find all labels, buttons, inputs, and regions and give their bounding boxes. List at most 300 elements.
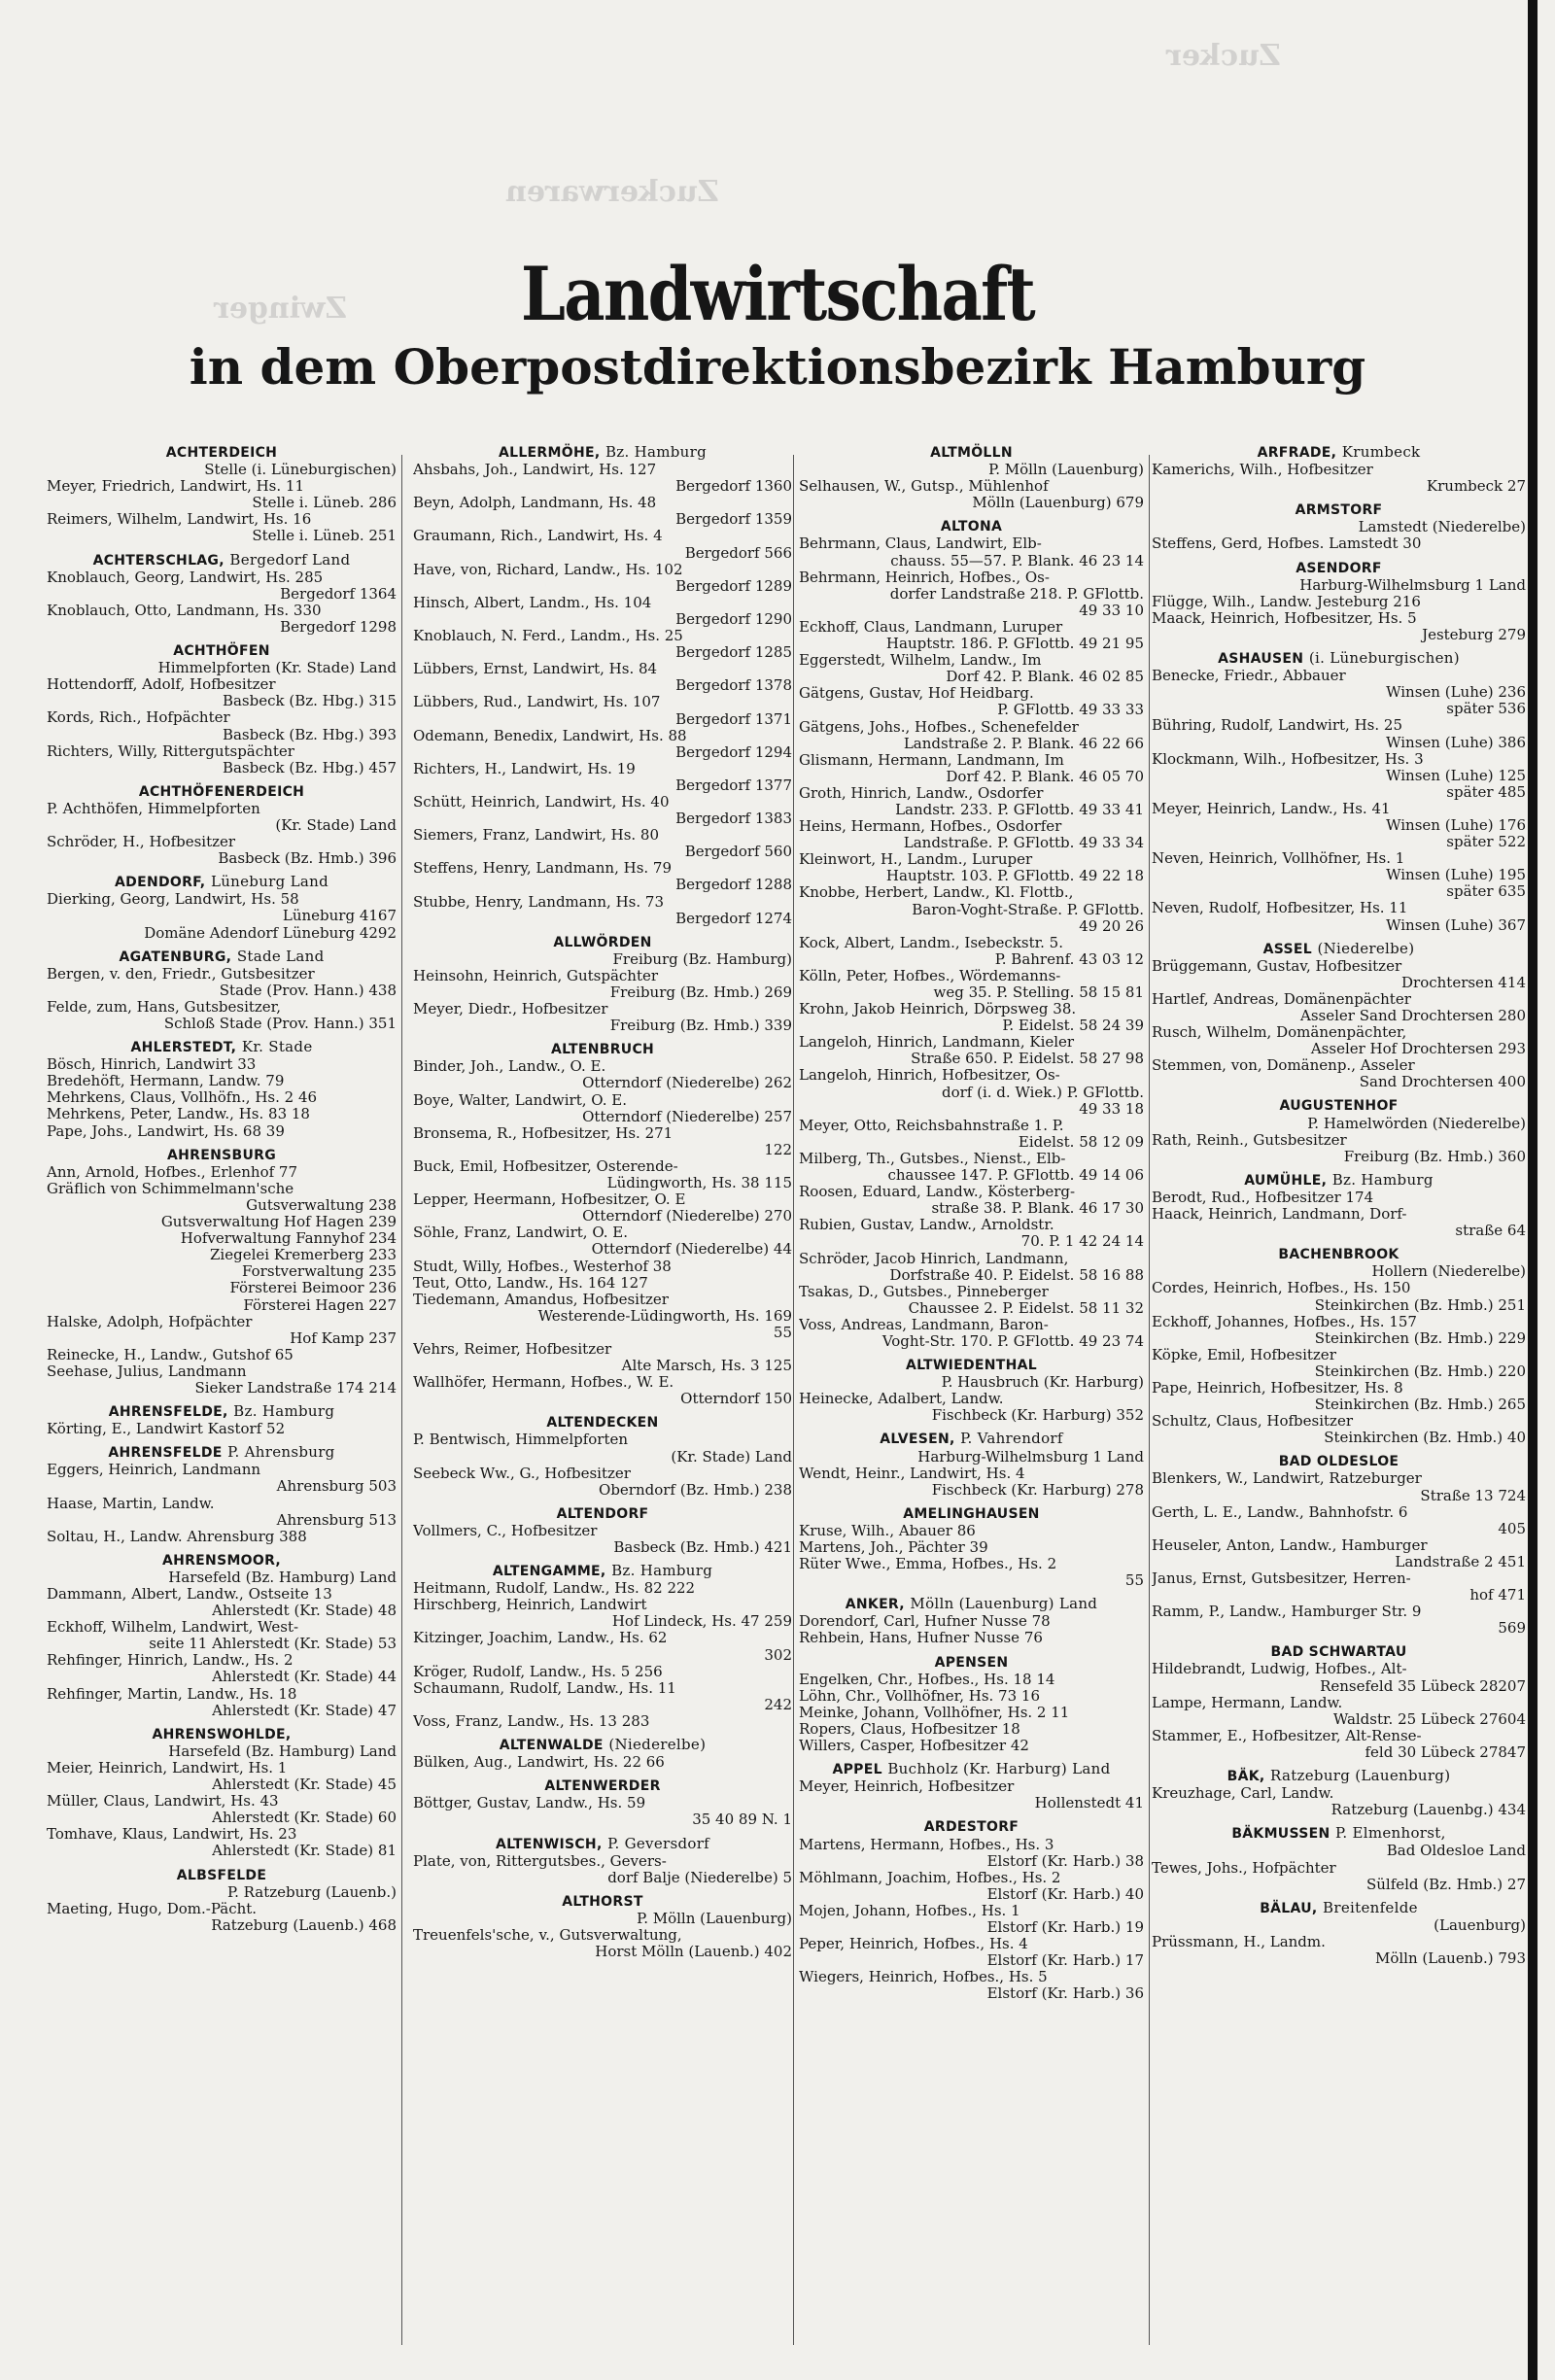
- entry-line: Ann, Arnold, Hofbes., Erlenhof 77: [47, 1162, 298, 1181]
- entry-line: Blenkers, W., Landwirt, Ratzeburger: [1152, 1469, 1422, 1488]
- place-name: AHRENSFELDE: [108, 1445, 223, 1462]
- directory-entry: [799, 1688, 1144, 1705]
- place-heading: [799, 1761, 1144, 1778]
- place-name: ARDESTORF: [923, 1819, 1019, 1836]
- directory-entry: [799, 1217, 1144, 1250]
- entry-continuation: Freiburg (Bz. Hmb.) 339: [609, 1017, 792, 1035]
- directory-entry: [413, 462, 792, 495]
- directory-entry: [413, 1001, 792, 1034]
- entry-line: Martens, Hermann, Hofbes., Hs. 3: [799, 1835, 1054, 1853]
- entry-line: Plate, von, Rittergutsbes., Gevers-: [413, 1851, 667, 1870]
- place-heading: [413, 444, 792, 462]
- entry-line: Halske, Adolph, Hofpächter: [47, 1312, 253, 1330]
- entry-line: Engelken, Chr., Hofbes., Hs. 18 14: [799, 1670, 1055, 1688]
- entry-line: Tsakas, D., Gutsbes., Pinneberger: [799, 1282, 1049, 1300]
- place-name: ARFRADE,: [1257, 445, 1337, 461]
- directory-entry: [1152, 1470, 1526, 1503]
- column-rule: [1149, 455, 1150, 2345]
- entry-line: Mehrkens, Peter, Landw., Hs. 83 18: [47, 1105, 310, 1123]
- directory-entry: [413, 1580, 792, 1597]
- place-section: [1152, 1900, 1526, 1967]
- place-section: [799, 444, 1144, 511]
- directory-entry: [413, 1431, 792, 1465]
- directory-entry: [413, 1664, 792, 1680]
- entry-line: Böttger, Gustav, Landw., Hs. 59: [413, 1794, 646, 1812]
- place-name: ALTENWISCH,: [495, 1836, 603, 1852]
- directory-entry: [799, 1778, 1144, 1811]
- directory-entry: [413, 1911, 792, 1927]
- entry-line: Pape, Johs., Landwirt, Hs. 68 39: [47, 1121, 285, 1140]
- directory-entry: [799, 935, 1144, 968]
- entry-line: Behrmann, Claus, Landwirt, Elb-: [799, 535, 1042, 553]
- entry-line: Tiedemann, Amandus, Hofbesitzer: [413, 1290, 669, 1308]
- directory-entry: [799, 1705, 1144, 1721]
- place-heading: [413, 1563, 792, 1580]
- entry-continuation: Bergedorf 1371: [675, 709, 792, 728]
- entry-continuation: straße 64: [1455, 1222, 1526, 1240]
- entry-continuation: Landstr. 233. P. GFlottb. 49 33 41: [895, 800, 1144, 818]
- place-name: BÄKMUSSEN: [1231, 1826, 1330, 1843]
- place-name: ACHTERDEICH: [165, 445, 278, 461]
- directory-entry: [413, 968, 792, 1001]
- directory-entry: [47, 743, 397, 776]
- directory-entry: [1152, 1934, 1526, 1967]
- place-heading: [1152, 1246, 1526, 1263]
- entry-line: Bergen, v. den, Friedr., Gutsbesitzer: [47, 964, 315, 983]
- place-section: [47, 1444, 397, 1545]
- directory-entry: [1152, 958, 1526, 991]
- entry-continuation: Bergedorf 1289: [675, 576, 792, 595]
- place-section: [47, 552, 397, 636]
- directory-entry: [1152, 1057, 1526, 1090]
- directory-entry: [1152, 1695, 1526, 1728]
- entry-continuation: P. Eidelst. 58 24 39: [1002, 1017, 1144, 1035]
- entry-continuation: später 536: [1446, 700, 1526, 718]
- place-section: [1152, 1246, 1526, 1446]
- entry-line: Dierking, Georg, Landwirt, Hs. 58: [47, 890, 299, 909]
- entry-line: Heinecke, Adalbert, Landw.: [799, 1390, 1004, 1408]
- place-heading: [1152, 941, 1526, 958]
- directory-entry: [47, 1314, 397, 1347]
- entry-line: Gerth, L. E., Landw., Bahnhofstr. 6: [1152, 1502, 1408, 1521]
- entry-continuation: Gutsverwaltung 238: [246, 1195, 397, 1214]
- directory-entry: [47, 1263, 397, 1280]
- entry-continuation: Basbeck (Bz. Hmb.) 421: [613, 1538, 792, 1556]
- directory-entry: [799, 1317, 1144, 1350]
- place-name: ADENDORF,: [115, 875, 206, 891]
- directory-entry: [47, 1462, 397, 1495]
- place-section: [47, 444, 397, 545]
- place-heading: [47, 1552, 397, 1569]
- entry-line: Schaumann, Rudolf, Landw., Hs. 11: [413, 1678, 676, 1697]
- place-section: [413, 1414, 792, 1498]
- directory-entry: [1152, 1537, 1526, 1570]
- entry-continuation: Drochtersen 414: [1401, 973, 1526, 991]
- place-section: [413, 1737, 792, 1771]
- directory-column-2: [413, 437, 792, 2357]
- place-section: [413, 1893, 792, 1960]
- place-heading: [413, 1836, 792, 1853]
- entry-continuation: Ratzeburg (Lauenb.) 468: [211, 1915, 397, 1934]
- entry-line: Haack, Heinrich, Landmann, Dorf-: [1152, 1205, 1407, 1224]
- place-heading: [47, 1039, 397, 1056]
- entry-continuation: chauss. 55—57. P. Blank. 46 23 14: [890, 551, 1144, 569]
- entry-line: Have, von, Richard, Landw., Hs. 102: [413, 560, 683, 578]
- entry-line: Buck, Emil, Hofbesitzer, Osterende-: [413, 1156, 678, 1175]
- entry-line: Lepper, Heermann, Hofbesitzer, O. E: [413, 1190, 686, 1209]
- directory-entry: [799, 1672, 1144, 1688]
- place-heading: [413, 1041, 792, 1058]
- place-heading: [1152, 1900, 1526, 1917]
- entry-line: Heins, Hermann, Hofbes., Osdorfer: [799, 817, 1062, 836]
- entry-continuation: später 522: [1446, 833, 1526, 851]
- entry-continuation: Straße 13 724: [1420, 1486, 1526, 1504]
- entry-continuation: Steinkirchen (Bz. Hmb.) 229: [1314, 1328, 1526, 1347]
- place-suffix: Ratzeburg (Lauenburg): [1270, 1767, 1451, 1785]
- entry-line: Selhausen, W., Gutsp., Mühlenhof: [799, 477, 1049, 496]
- place-suffix: Bz. Hamburg: [605, 443, 708, 461]
- place-name: ASHAUSEN: [1218, 651, 1304, 668]
- place-heading: [47, 1403, 397, 1421]
- entry-line: Freiburg (Bz. Hamburg): [612, 949, 792, 968]
- entry-continuation: Bergedorf 566: [684, 543, 792, 562]
- entry-continuation: 55: [1124, 1571, 1144, 1590]
- entry-continuation: (Kr. Stade) Land: [671, 1447, 792, 1466]
- place-heading: [1152, 650, 1526, 668]
- entry-line: Benecke, Friedr., Abbauer: [1152, 667, 1346, 685]
- entry-continuation: Freiburg (Bz. Hmb.) 269: [609, 983, 792, 1001]
- place-section: [413, 1836, 792, 1886]
- entry-line: Wallhöfer, Hermann, Hofbes., W. E.: [413, 1373, 674, 1392]
- place-section: [799, 1357, 1144, 1424]
- column-rule: [401, 455, 402, 2345]
- entry-continuation: Steinkirchen (Bz. Hmb.) 220: [1314, 1362, 1526, 1380]
- directory-entry: [47, 1884, 397, 1901]
- place-suffix: P. Vahrendorf: [960, 1430, 1063, 1448]
- entry-line: Hofverwaltung Fannyhof 234: [180, 1229, 397, 1248]
- entry-line: Bülken, Aug., Landwirt, Hs. 22 66: [413, 1753, 665, 1772]
- entry-line: Rehfinger, Hinrich, Landw., Hs. 2: [47, 1651, 294, 1670]
- entry-line: P. Mölln (Lauenburg): [637, 1909, 792, 1927]
- entry-line: Neven, Rudolf, Hofbesitzer, Hs. 11: [1152, 899, 1408, 917]
- entry-continuation: Bergedorf 560: [684, 843, 792, 861]
- place-suffix: Kr. Stade: [241, 1038, 313, 1056]
- directory-entry: [47, 925, 397, 942]
- entry-continuation: Elstorf (Kr. Harb.) 40: [986, 1884, 1144, 1903]
- entry-line: Löhn, Chr., Vollhöfner, Hs. 73 16: [799, 1686, 1040, 1705]
- entry-continuation: Landstraße 2. P. Blank. 46 22 66: [903, 734, 1144, 752]
- place-section: [1152, 1172, 1526, 1239]
- place-section: [413, 444, 792, 927]
- directory-entry: [47, 1123, 397, 1140]
- place-heading: [47, 1726, 397, 1743]
- directory-entry: [47, 1214, 397, 1230]
- entry-continuation: 70. P. 1 42 24 14: [1020, 1232, 1144, 1251]
- place-heading: [413, 1893, 792, 1911]
- entry-line: Ropers, Claus, Hofbesitzer 18: [799, 1719, 1020, 1738]
- directory-entry: [799, 535, 1144, 569]
- entry-continuation: 242: [764, 1695, 792, 1713]
- place-section: [1152, 1097, 1526, 1164]
- entry-continuation: Otterndorf (Niederelbe) 44: [591, 1240, 792, 1259]
- entry-continuation: Dorf 42. P. Blank. 46 05 70: [946, 767, 1144, 785]
- directory-entry: [799, 1251, 1144, 1284]
- place-heading: [799, 1357, 1144, 1374]
- entry-line: Kleinwort, H., Landm., Luruper: [799, 850, 1033, 869]
- entry-continuation: Mölln (Lauenburg) 679: [972, 494, 1144, 512]
- entry-line: Bronsema, R., Hofbesitzer, Hs. 271: [413, 1123, 674, 1142]
- directory-entry: [413, 1754, 792, 1771]
- entry-line: Köpke, Emil, Hofbesitzer: [1152, 1345, 1336, 1363]
- place-heading: [413, 1777, 792, 1795]
- entry-line: Schröder, Jacob Hinrich, Landmann,: [799, 1249, 1069, 1267]
- directory-entry: [47, 1421, 397, 1437]
- place-heading: [799, 444, 1144, 462]
- directory-entry: [47, 676, 397, 709]
- entry-line: Gräflich von Schimmelmann'sche: [47, 1179, 294, 1197]
- entry-line: Kölln, Peter, Hofbes., Wördemanns-: [799, 966, 1061, 984]
- directory-entry: [1152, 1604, 1526, 1637]
- entry-line: Klockmann, Wilh., Hofbesitzer, Hs. 3: [1152, 749, 1424, 768]
- place-suffix: P. Geversdorf: [607, 1834, 710, 1852]
- entry-continuation: 122: [764, 1140, 792, 1158]
- place-section: [799, 1654, 1144, 1755]
- place-name: ALTENWALDE: [499, 1738, 604, 1754]
- place-heading: [1152, 1825, 1526, 1843]
- directory-entry: [413, 1374, 792, 1407]
- directory-entry: [1152, 1190, 1526, 1206]
- entry-continuation: P. GFlottb. 49 33 33: [997, 701, 1144, 719]
- entry-continuation: Mölln (Lauenb.) 793: [1375, 1949, 1526, 1967]
- entry-line: Eckhoff, Claus, Landmann, Luruper: [799, 617, 1063, 636]
- entry-continuation: Ahlerstedt (Kr. Stade) 81: [212, 1842, 397, 1860]
- entry-continuation: 405: [1498, 1519, 1526, 1537]
- entry-continuation: Hof Lindeck, Hs. 47 259: [611, 1612, 792, 1631]
- directory-entry: [413, 628, 792, 661]
- entry-continuation: Ahrensburg 513: [276, 1510, 397, 1529]
- directory-entry: [47, 1230, 397, 1247]
- entry-line: Prüssmann, H., Landm.: [1152, 1932, 1326, 1950]
- directory-entry: [413, 860, 792, 893]
- entry-line: Brüggemann, Gustav, Hofbesitzer: [1152, 956, 1402, 975]
- entry-line: Groth, Hinrich, Landw., Osdorfer: [799, 783, 1044, 802]
- place-heading: [47, 783, 397, 801]
- entry-line: Maeting, Hugo, Dom.-Pächt.: [47, 1899, 258, 1917]
- entry-continuation: Elstorf (Kr. Harb.) 38: [986, 1851, 1144, 1870]
- directory-entry: [1152, 1132, 1526, 1165]
- entry-continuation: Rensefeld 35 Lübeck 28207: [1320, 1676, 1526, 1695]
- place-heading: [799, 1818, 1144, 1836]
- entry-line: Lampe, Hermann, Landw.: [1152, 1693, 1343, 1711]
- directory-entry: [799, 1449, 1144, 1466]
- entry-continuation: Fischbeck (Kr. Harburg) 278: [931, 1480, 1144, 1499]
- place-section: [1152, 560, 1526, 643]
- entry-line: P. Achthöfen, Himmelpforten: [47, 799, 260, 817]
- entry-continuation: Straße 650. P. Eidelst. 58 27 98: [911, 1050, 1144, 1068]
- entry-continuation: Landstraße. P. GFlottb. 49 33 34: [903, 834, 1144, 852]
- entry-line: Berodt, Rud., Hofbesitzer 174: [1152, 1188, 1374, 1206]
- entry-line: Kröger, Rudolf, Landw., Hs. 5 256: [413, 1662, 663, 1680]
- entry-continuation: Otterndorf 150: [680, 1390, 792, 1408]
- directory-entry: [1152, 1661, 1526, 1694]
- place-name: ALTHORST: [562, 1893, 643, 1910]
- entry-line: P. Ratzeburg (Lauenb.): [227, 1882, 397, 1901]
- entry-line: Haase, Martin, Landw.: [47, 1494, 215, 1512]
- place-name: ALTENBRUCH: [550, 1042, 655, 1058]
- entry-line: Schultz, Claus, Hofbesitzer: [1152, 1412, 1353, 1431]
- entry-continuation: Elstorf (Kr. Harb.) 17: [986, 1951, 1144, 1970]
- entry-line: Knoblauch, Otto, Landmann, Hs. 330: [47, 601, 322, 619]
- place-suffix: Buchholz (Kr. Harburg) Land: [887, 1760, 1111, 1778]
- place-heading: [1152, 1768, 1526, 1785]
- entry-continuation: Freiburg (Bz. Hmb.) 360: [1343, 1147, 1526, 1165]
- entry-continuation: Sülfeld (Bz. Hmb.) 27: [1365, 1875, 1526, 1893]
- directory-entry: [47, 1496, 397, 1529]
- directory-entry: [413, 1523, 792, 1556]
- directory-entry: [47, 603, 397, 636]
- directory-entry: [47, 801, 397, 834]
- entry-continuation: Winsen (Luhe) 195: [1386, 866, 1526, 884]
- place-heading: [1152, 501, 1526, 519]
- directory-entry: [413, 894, 792, 927]
- entry-line: Körting, E., Landwirt Kastorf 52: [47, 1420, 286, 1438]
- directory-entry: [799, 1284, 1144, 1317]
- place-suffix: (Niederelbe): [608, 1736, 707, 1754]
- entry-line: Hottendorff, Adolf, Hofbesitzer: [47, 675, 276, 694]
- place-section: [799, 1431, 1144, 1498]
- directory-entry: [413, 827, 792, 860]
- entry-continuation: dorfer Landstraße 218. P. GFlottb.: [889, 584, 1144, 603]
- place-suffix: Krumbeck: [1341, 443, 1421, 461]
- entry-continuation: Bergedorf 1360: [675, 477, 792, 496]
- directory-entry: [413, 1125, 792, 1158]
- directory-entry: [413, 1224, 792, 1258]
- place-section: [47, 874, 397, 941]
- place-name: BÄK,: [1227, 1769, 1265, 1785]
- entry-line: Voss, Andreas, Landmann, Baron-: [799, 1315, 1049, 1333]
- place-name: BAD OLDESLOE: [1278, 1454, 1400, 1470]
- place-section: [47, 1552, 397, 1719]
- directory-entry: [799, 1067, 1144, 1117]
- column-rule: [793, 455, 794, 2345]
- entry-continuation: Voght-Str. 170. P. GFlottb. 49 23 74: [881, 1331, 1144, 1350]
- directory-entry: [799, 1466, 1144, 1499]
- entry-line: Glismann, Hermann, Landmann, Im: [799, 750, 1064, 769]
- entry-continuation: Steinkirchen (Bz. Hmb.) 265: [1314, 1396, 1526, 1414]
- entry-line: Peper, Heinrich, Hofbes., Hs. 4: [799, 1935, 1028, 1953]
- entry-line: Tewes, Johs., Hofpächter: [1152, 1858, 1336, 1877]
- place-name: ALTENDORF: [556, 1505, 649, 1522]
- entry-continuation: Chaussee 2. P. Eidelst. 58 11 32: [908, 1298, 1144, 1317]
- place-suffix: (Niederelbe): [1317, 939, 1415, 957]
- entry-line: Pape, Heinrich, Hofbesitzer, Hs. 8: [1152, 1378, 1403, 1397]
- entry-line: Knoblauch, Georg, Landwirt, Hs. 285: [47, 568, 324, 586]
- entry-line: Hildebrandt, Ludwig, Hofbes., Alt-: [1152, 1660, 1407, 1678]
- directory-entry: [47, 660, 397, 676]
- directory-entry: [1152, 1728, 1526, 1761]
- directory-entry: [799, 851, 1144, 884]
- directory-entry: [47, 511, 397, 544]
- entry-continuation: Asseler Hof Drochtersen 293: [1310, 1040, 1526, 1058]
- entry-line: Neven, Heinrich, Vollhöfner, Hs. 1: [1152, 849, 1405, 868]
- entry-continuation: Krumbeck 27: [1426, 477, 1526, 496]
- entry-line: Lamstedt (Niederelbe): [1358, 518, 1526, 536]
- entry-line: Teut, Otto, Landw., Hs. 164 127: [413, 1273, 648, 1292]
- directory-entry: [47, 478, 397, 511]
- directory-entry: [799, 478, 1144, 511]
- place-name: AGATENBURG,: [119, 949, 232, 965]
- directory-entry: [799, 1034, 1144, 1067]
- directory-entry: [799, 884, 1144, 934]
- entry-line: Hartlef, Andreas, Domänenpächter: [1152, 989, 1411, 1008]
- entry-continuation: (Kr. Stade) Land: [275, 815, 397, 834]
- directory-entry: [1152, 717, 1526, 750]
- place-section: [1152, 1768, 1526, 1818]
- directory-entry: [799, 752, 1144, 785]
- directory-entry: [47, 966, 397, 999]
- place-section: [47, 1147, 397, 1397]
- entry-continuation: Ahlerstedt (Kr. Stade) 60: [212, 1809, 397, 1827]
- entry-continuation: Dorfstraße 40. P. Eidelst. 58 16 88: [889, 1265, 1144, 1284]
- entry-continuation: später 485: [1446, 782, 1526, 801]
- entry-line: Meyer, Diedr., Hofbesitzer: [413, 1000, 608, 1018]
- entry-line: Bredehöft, Hermann, Landw. 79: [47, 1072, 285, 1090]
- entry-line: Bad Oldesloe Land: [1386, 1842, 1526, 1860]
- entry-line: Voss, Franz, Landw., Hs. 13 283: [413, 1711, 650, 1730]
- entry-continuation: chaussee 147. P. GFlottb. 49 14 06: [887, 1166, 1144, 1185]
- place-heading: [413, 1737, 792, 1754]
- directory-entry: [1152, 1280, 1526, 1313]
- place-suffix: (i. Lüneburgischen): [1308, 649, 1460, 668]
- entry-line: Krohn, Jakob Heinrich, Dörpsweg 38.: [799, 1000, 1077, 1018]
- place-name: AUMÜHLE,: [1244, 1172, 1328, 1189]
- page-title: Landwirtschaft: [521, 251, 1034, 337]
- directory-entry: [799, 1837, 1144, 1870]
- directory-entry: [47, 1569, 397, 1586]
- place-suffix: P. Elmenhorst,: [1335, 1824, 1446, 1843]
- entry-continuation: Sieker Landstraße 174 214: [194, 1378, 397, 1397]
- place-heading: [413, 1414, 792, 1431]
- place-suffix: Stade Land: [236, 947, 325, 965]
- directory-entry: [413, 1713, 792, 1730]
- directory-entry: [799, 719, 1144, 752]
- entry-line: Söhle, Franz, Landwirt, O. E.: [413, 1224, 629, 1242]
- directory-entry: [1152, 751, 1526, 801]
- entry-line: Hollern (Niederelbe): [1371, 1262, 1526, 1281]
- page-subtitle: in dem Oberpostdirektionsbezirk Hamburg: [189, 338, 1366, 396]
- place-name: ALVESEN,: [880, 1431, 955, 1448]
- directory-entry: [413, 528, 792, 561]
- entry-continuation: straße 38. P. Blank. 46 17 30: [931, 1199, 1144, 1218]
- entry-continuation: Jesteburg 279: [1422, 625, 1526, 643]
- entry-continuation: Ahlerstedt (Kr. Stade) 45: [212, 1776, 397, 1794]
- place-name: ALTONA: [940, 519, 1003, 535]
- directory-column-3: [799, 437, 1144, 2357]
- entry-line: Forstverwaltung 235: [242, 1262, 397, 1281]
- entry-line: P. Hamelwörden (Niederelbe): [1307, 1114, 1526, 1132]
- directory-entry: [47, 1297, 397, 1314]
- entry-continuation: Fischbeck (Kr. Harburg) 352: [931, 1406, 1144, 1425]
- entry-continuation: Basbeck (Bz. Hbg.) 315: [222, 692, 397, 710]
- entry-line: Binder, Joh., Landw., O. E.: [413, 1057, 606, 1076]
- place-name: BAD SCHWARTAU: [1270, 1644, 1407, 1661]
- directory-entry: [413, 1292, 792, 1341]
- entry-line: Kock, Albert, Landm., Isebeckstr. 5.: [799, 933, 1063, 951]
- entry-continuation: Bergedorf 1294: [675, 742, 792, 761]
- entry-line: Meyer, Heinrich, Hofbesitzer: [799, 1777, 1015, 1796]
- place-name: APPEL: [832, 1762, 882, 1778]
- directory-entry: [413, 1092, 792, 1125]
